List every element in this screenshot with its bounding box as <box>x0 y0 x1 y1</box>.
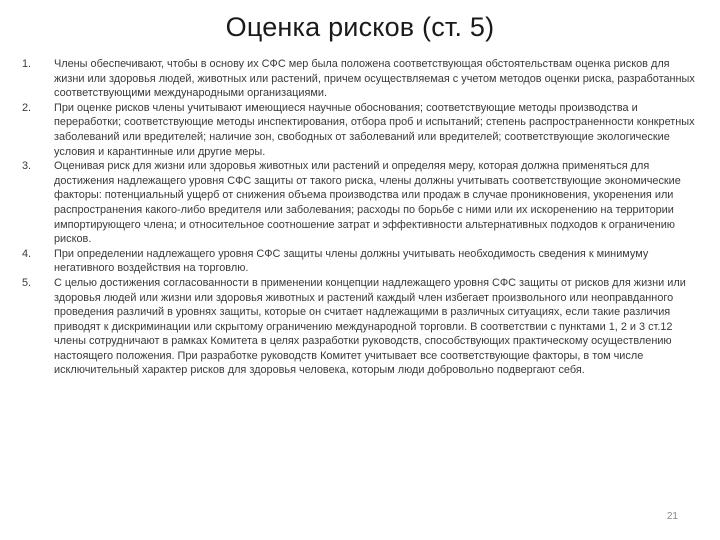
slide-title: Оценка рисков (ст. 5) <box>225 12 495 42</box>
list-item-number: 2. <box>22 101 32 114</box>
list-item-2 <box>22 101 698 159</box>
numbered-list <box>22 57 698 378</box>
list-item-text: Члены обеспечивают, чтобы в основу их СФС мер была положена соответствующая обстоятельствам оценка рисков для жизни или здоровья людей, животных или растений, причем осуществляемая с учетом методов оценки риска, разработанных соответствующими международными организациями. <box>54 58 695 100</box>
list-item-1 <box>22 57 698 101</box>
page-number: 21 <box>666 511 678 522</box>
list-item-text: С целью достижения согласованности в применении концепции надлежащего уровня СФС защиты от рисков для жизни или здоровья людей или жизни или здоровья животных и растений каждый член избегает произвольного или неоправданного проведения различий в уровнях защиты, которые он считает надлежащими в различных ситуациях, если такие различия приводят к дискриминации или скрытому ограничению международной торговли. В соответствии с пунктами 1, 2 и 3 ст.12 члены сотрудничают в рамках Комитета в целях разработки руководств, способствующих практическому осуществлению настоящего положения. При разработке руководств Комитет учитывает все соответствующие факторы, в том числе исключительный характер рисков для здоровья человека, которым люди добровольно подвергают себя. <box>54 276 686 377</box>
list-item-4 <box>22 247 698 276</box>
list-item-number: 1. <box>22 58 32 70</box>
list-item-3 <box>22 159 698 247</box>
list-item-text: Оценивая риск для жизни или здоровья животных или растений и определяя меру, которая должна применяться для достижения надлежащего уровня СФС защиты от такого риска, члены должны учитывать соответствующие экономические факторы: потенциальный ущерб от снижения объема производства или продаж в случае проникновения, укоренения или распространения какого-либо вредителя или заболевания; расходы по борьбе с ними или их искоренению на территории импортирующего члена; и относительное соотношение затрат и эффективности альтернативных подходов к ограничению рисков. <box>54 160 681 246</box>
list-item-5 <box>22 276 698 378</box>
list-item-number: 5. <box>22 276 32 289</box>
list-item-number: 4. <box>22 247 32 260</box>
list-item-number: 3. <box>22 160 32 173</box>
list-item-text: При оценке рисков члены учитывают имеющиеся научные обоснования; соответствующие методы производства и переработки; соответствующие методы инспектирования, отбора проб и испытаний; степень распространенности конкретных заболеваний или вредителей; наличие зон, свободных от заболеваний или вредителей; соответствующие экологические условия и карантинные или другие меры. <box>54 101 695 158</box>
list-item-text: При определении надлежащего уровня СФС защиты члены должны учитывать необходимость сведения к минимуму негативного воздействия на торговлю. <box>54 247 649 275</box>
